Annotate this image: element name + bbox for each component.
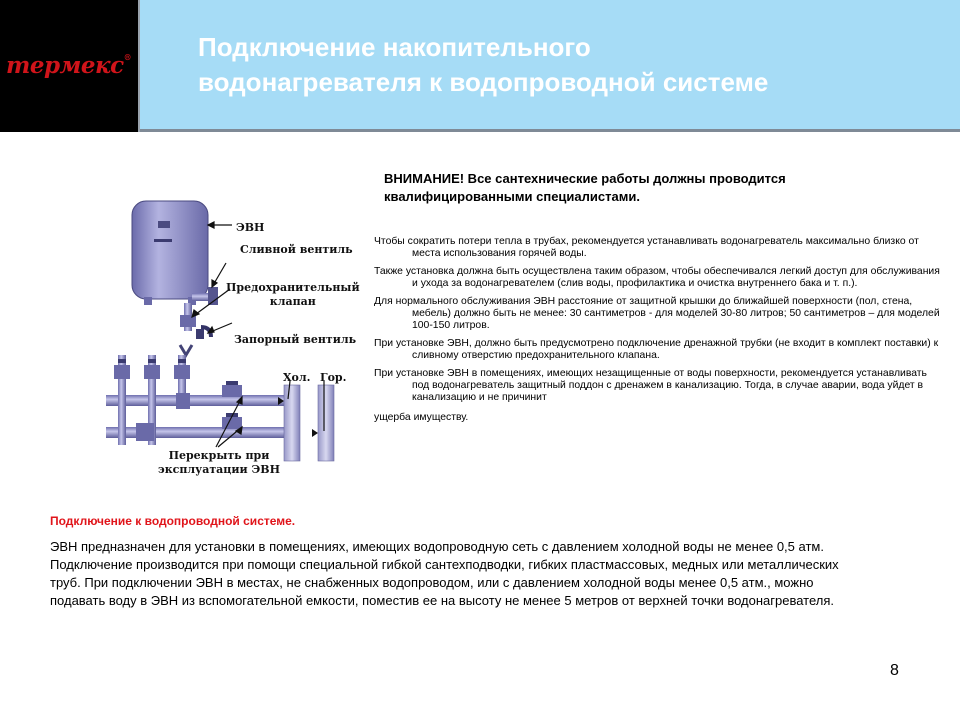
- label-cold: Хол.: [283, 371, 311, 384]
- brand-logo: [6, 52, 131, 79]
- recommendation-paragraph: При установке ЭВН, должно быть предусмотрено подключение дренажной трубки (не входит в комплект поставки) к сливному отверстию предохранительного клапана.: [374, 338, 939, 361]
- label-evn: ЭВН: [236, 221, 265, 234]
- section-title: Подключение к водопроводной системе.: [50, 514, 296, 528]
- label-safety-valve: [226, 281, 360, 309]
- logo-panel: [0, 0, 140, 132]
- page-number: 8: [890, 662, 899, 679]
- section-body: ЭВН предназначен для установки в помещениях, имеющих водопроводную сеть с давлением холодной воды не менее 0,5 атм. Подключение производится при помощи специальной гибкой сантехподводки, гибких пластмассовых, медных или металлических труб. При подключении ЭВН в местах, не снабженных водопроводом, или с давлением холодной воды менее 0,5 атм., можно подавать воду в ЭВН из вспомогательной емкости, поместив ее на высоту не менее 5 метров от верхней точки водонагревателя.: [50, 539, 839, 608]
- recommendation-paragraph: При установке ЭВН в помещениях, имеющих незащищенные от воды поверхности, рекомендуется устанавливать под водонагреватель защитный поддон с дренажем в канализацию. Тогда, в случае аварии, вода уйдет в канализацию и не причинит: [374, 368, 927, 403]
- slide-title: [198, 30, 768, 100]
- label-safety-valve-line1: Предохранительный: [226, 281, 360, 294]
- recommendation-paragraph: Также установка должна быть осуществлена таким образом, чтобы обеспечивался легкий доступ для обслуживания и ухода за водонагревателем (слив воды, профилактика и очистка внутреннего бака и т. п.).: [374, 266, 940, 289]
- slide-title-line1: Подключение накопительного: [198, 32, 591, 62]
- supply-manifold: [106, 355, 286, 445]
- label-hot: Гор.: [320, 371, 347, 384]
- recommendation-paragraph-tail: ущерба имуществу.: [374, 412, 469, 423]
- recommendation-list: [374, 236, 940, 430]
- recommendation-paragraph: Для нормального обслуживания ЭВН расстояние от защитной крышки до ближайшей поверхности (пол, стена, мебель) должно быть не менее: 30 сантиметров - для моделей 30-80 литров; 50 сантиметров – для моделей 100-150 литров.: [374, 296, 940, 331]
- water-heater-tank: [132, 201, 208, 305]
- water-risers: [278, 385, 334, 461]
- installation-diagram: [100, 195, 370, 485]
- label-shutoff-valve: Запорный вентиль: [234, 333, 357, 346]
- label-drain-valve: Сливной вентиль: [240, 243, 353, 256]
- label-close-line2: эксплуатации ЭВН: [158, 463, 280, 476]
- label-close-line1: Перекрыть при: [168, 449, 270, 462]
- registered-mark: ®: [123, 52, 132, 62]
- label-safety-valve-line2: клапан: [269, 295, 316, 308]
- brand-logo-text: термекс: [6, 52, 124, 79]
- warning-notice: ВНИМАНИЕ! Все сантехнические работы должны проводится квалифицированными специалистами.: [384, 171, 786, 204]
- recommendation-paragraph: Чтобы сократить потери тепла в трубах, рекомендуется устанавливать водонагреватель максимально близко от места использования горячей воды.: [374, 236, 919, 259]
- slide-header: [140, 0, 960, 132]
- slide-title-line2: водонагревателя к водопроводной системе: [198, 67, 769, 97]
- label-close-during-operation: [158, 449, 280, 477]
